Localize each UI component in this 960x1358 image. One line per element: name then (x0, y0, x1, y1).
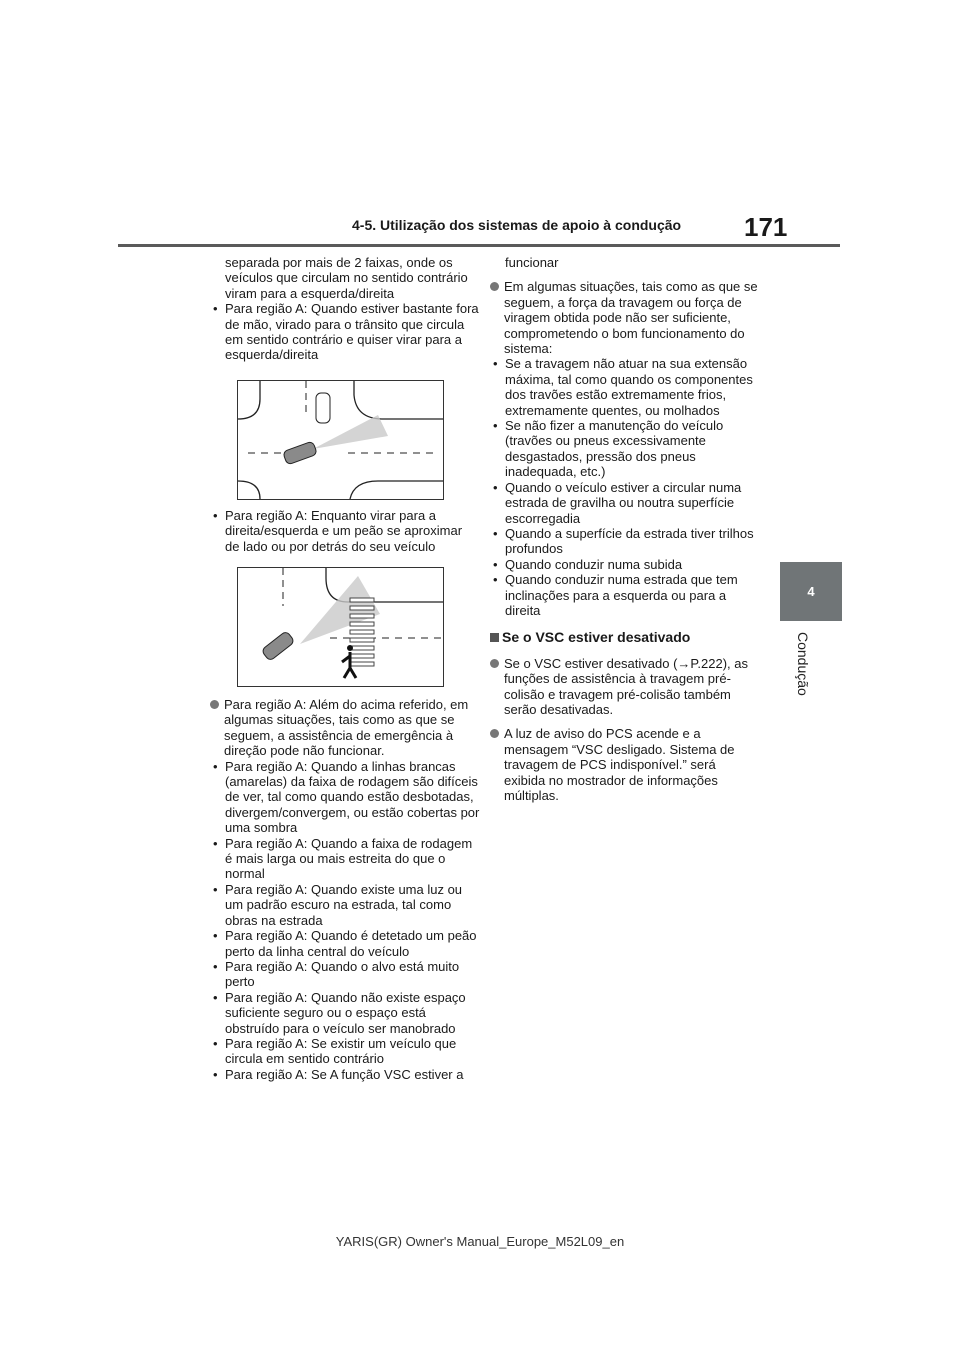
section-heading (490, 630, 758, 645)
bullet-dot-icon (490, 729, 499, 738)
left-column-mid (210, 508, 480, 554)
bullet-dot-icon (490, 659, 499, 668)
bullet-text: Para região A: Enquanto virar para a direita/esquerda e um peão se aproximar de lado ou por detrás do seu veículo (225, 508, 463, 554)
note-item (490, 726, 758, 803)
chapter-label (793, 632, 813, 742)
note-item (210, 697, 480, 759)
intro-continuation: separada por mais de 2 faixas, onde os veículos que circulam no sentido contrário viram para a esquerda/direita (225, 255, 468, 301)
note-text: Em algumas situações, tais como as que se seguem, a força da travagem ou força de viragem obtida pode não ser suficiente, comprometendo o bom funcionamento do sistema: (504, 279, 758, 357)
header-rule (118, 244, 840, 247)
section-square-icon (490, 633, 499, 642)
right-column (490, 255, 758, 803)
left-column-top (210, 255, 480, 363)
bullet-item: • Para região A: Quando a faixa de rodagem é mais larga ou mais estreita do que o normal (213, 835, 473, 882)
bullet-item: • Para região A: Se A função VSC estiver a (213, 1066, 464, 1082)
bullet-text: Para região A: Quando é detetado um peão perto da linha central do veículo (225, 928, 477, 959)
figure-oncoming-turn (237, 380, 444, 500)
bullet-dot-icon (490, 282, 499, 291)
figure-pedestrian-turn (237, 567, 444, 687)
page-number: 171 (744, 212, 788, 242)
continuation-text: funcionar (505, 255, 559, 270)
bullet-item: • Quando a superfície da estrada tiver trilhos profundos (493, 525, 754, 557)
bullet-item: • Para região A: Quando não existe espaço suficiente seguro ou o espaço está obstruído para o veículo ser manobrado (213, 989, 466, 1036)
note-text: Para região A: Além do acima referido, em algumas situações, tais como as que se seguem, a assistência de emergência à direção pode não funcionar. (224, 697, 469, 759)
chapter-label-text: Condução (795, 632, 811, 696)
bullet-item: • Para região A: Quando estiver bastante fora de mão, virado para o trânsito que circula em sentido contrário e quiser virar para a esquerda/direita (213, 301, 479, 363)
bullet-text: Quando conduzir numa estrada que tem inclinações para a esquerda ou para a direita (505, 572, 738, 618)
bullet-text: Se não fizer a manutenção do veículo (travões ou pneus excessivamente desgastados, pressão dos pneus inadequada, etc.) (505, 418, 724, 480)
section-heading-text: Se o VSC estiver desativado (502, 629, 691, 646)
bullet-text: Se a travagem não atuar na sua extensão máxima, tal como quando os componentes dos travões estão extremamente frios, extremamente quentes, ou molhados (505, 356, 753, 418)
note-text: A luz de aviso do PCS acende e a mensagem “VSC desligado. Sistema de travagem de PCS indisponível.” será exibida no mostrador de informações múltiplas. (504, 726, 735, 803)
bullet-text: Quando a superfície da estrada tiver trilhos profundos (505, 525, 754, 557)
bullet-text: Para região A: Quando o alvo está muito perto (225, 958, 460, 990)
bullet-item: • Quando conduzir numa subida (493, 556, 683, 572)
bullet-text: Quando conduzir numa subida (505, 556, 683, 572)
chapter-tab[interactable]: 4 (780, 562, 842, 621)
bullet-item: • Se não fizer a manutenção do veículo (travões ou pneus excessivamente desgastados, pressão dos pneus inadequada, etc.) (493, 418, 724, 480)
bullet-text: Quando o veículo estiver a circular numa estrada de gravilha ou noutra superfície escorregadia (505, 479, 742, 526)
bullet-text: Para região A: Quando a linhas brancas (amarelas) da faixa de rodagem são difíceis de ver, tal como quando estão desbotadas, divergem/convergem, ou estão cobertas por uma sombra (225, 758, 480, 836)
bullet-text: Para região A: Se A função VSC estiver a (225, 1066, 464, 1082)
bullet-dot-icon (210, 700, 219, 709)
bullet-text: Para região A: Quando não existe espaço suficiente seguro ou o espaço está obstruído para o veículo ser manobrado (225, 989, 466, 1036)
bullet-item: • Para região A: Quando existe uma luz ou um padrão escuro na estrada, tal como obras na estrada (213, 881, 463, 928)
note-item (490, 279, 758, 356)
bullet-text: Para região A: Se existir um veículo que circula em sentido contrário (225, 1035, 457, 1067)
bullet-item: • Se a travagem não atuar na sua extensão máxima, tal como quando os componentes dos travões estão extremamente frios, extremamente quentes, ou molhados (493, 356, 753, 418)
bullet-text: Para região A: Quando a faixa de rodagem é mais larga ou mais estreita do que o normal (225, 835, 473, 882)
bullet-item: • Para região A: Quando é detetado um peão perto da linha central do veículo (213, 928, 477, 959)
note-item (490, 656, 758, 718)
bullet-item: • Quando conduzir numa estrada que tem inclinações para a esquerda ou para a direita (493, 572, 738, 618)
bullet-item: • Para região A: Quando a linhas brancas (amarelas) da faixa de rodagem são difíceis de ver, tal como quando estão desbotadas, divergem/convergem, ou estão cobertas por uma sombra (213, 758, 480, 836)
section-title: 4-5. Utilização dos sistemas de apoio à condução (352, 217, 682, 233)
bullet-item: • Para região A: Quando o alvo está muito perto (213, 958, 460, 990)
bullet-item: • Para região A: Enquanto virar para a direita/esquerda e um peão se aproximar de lado ou por detrás do seu veículo (213, 508, 463, 554)
bullet-text: Para região A: Quando estiver bastante fora de mão, virado para o trânsito que circula em sentido contrário e quiser virar para a esquerda/direita (225, 301, 479, 363)
left-column-bottom (210, 697, 480, 1082)
bullet-text: Para região A: Quando existe uma luz ou um padrão escuro na estrada, tal como obras na estrada (225, 881, 463, 928)
bullet-item: • Quando o veículo estiver a circular numa estrada de gravilha ou noutra superfície escorregadia (493, 479, 742, 526)
note-text: Se o VSC estiver desativado (→P.222), as funções de assistência à travagem pré-colisão e travagem pré-colisão também serão desativadas. (504, 655, 748, 717)
bullet-item: • Para região A: Se existir um veículo que circula em sentido contrário (213, 1035, 457, 1067)
footer-manual-id: YARIS(GR) Owner's Manual_Europe_M52L09_en (335, 1234, 625, 1249)
